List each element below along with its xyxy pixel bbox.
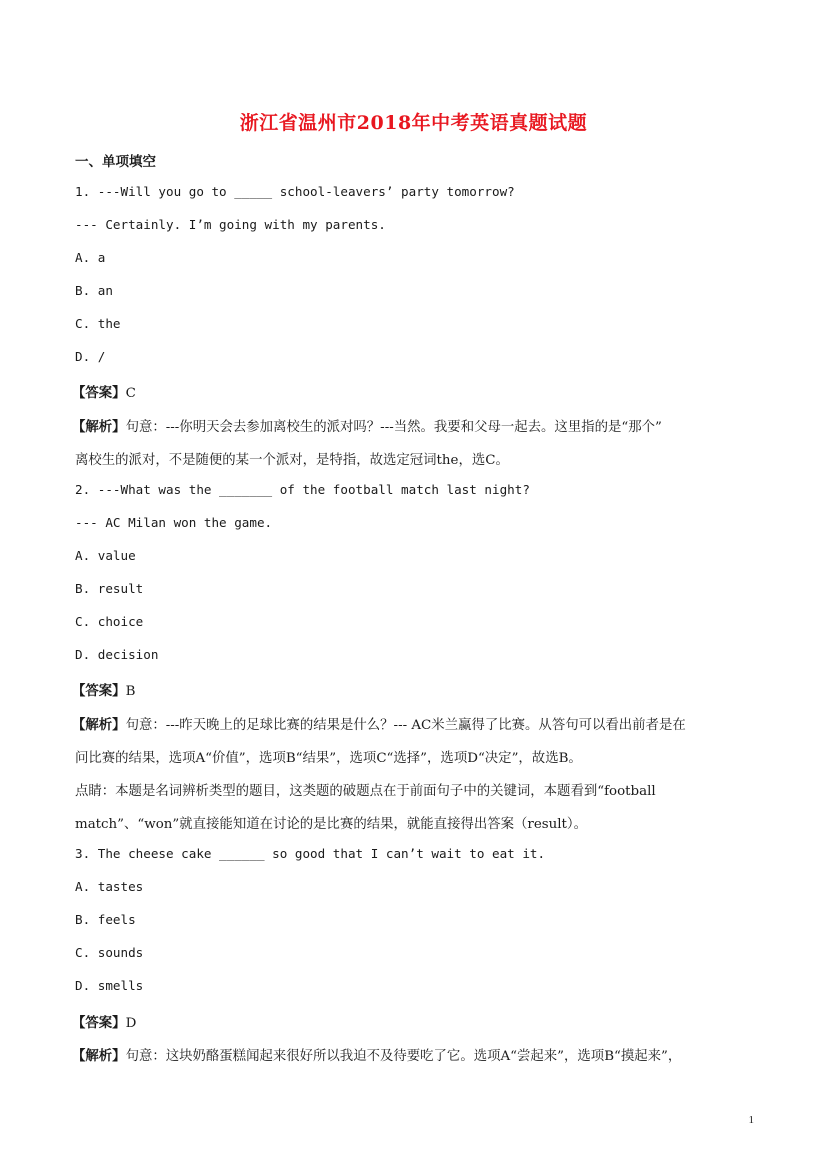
answer-value: D — [125, 1016, 137, 1031]
question-2-stem: 2. ---What was the _______ of the football match last night? — [75, 482, 530, 497]
question-1-option-d: D. / — [75, 349, 106, 364]
question-1-option-c: C. the — [75, 316, 121, 331]
question-1-analysis-line-2: 离校生的派对，不是随便的某一个派对，是特指，故选定冠词the，选C。 — [75, 453, 509, 468]
analysis-label: 【解析】 — [72, 419, 126, 435]
question-2-option-d: D. decision — [75, 647, 159, 662]
question-2-option-a: A. value — [75, 548, 136, 563]
question-1-answer — [72, 382, 136, 401]
answer-label: 【答案】 — [72, 1015, 126, 1031]
question-2-comment-line-1: 点睛：本题是名词辨析类型的题目，这类题的破题点在于前面句子中的关键词，本题看到“football — [75, 784, 656, 799]
analysis-label: 【解析】 — [72, 1048, 126, 1064]
question-3-analysis-line-1 — [72, 1045, 681, 1064]
question-3-option-c: C. sounds — [75, 945, 144, 960]
question-2-option-b: B. result — [75, 581, 144, 596]
answer-label: 【答案】 — [72, 683, 126, 699]
page-number: 1 — [748, 1114, 754, 1126]
question-1-stem: 1. ---Will you go to _____ school-leavers’ party tomorrow? — [75, 184, 515, 199]
answer-value: C — [125, 386, 136, 401]
analysis-text: 句意：这块奶酪蛋糕闻起来很好所以我迫不及待要吃了它。选项A“尝起来”，选项B“摸起来”， — [125, 1049, 682, 1064]
question-3-option-a: A. tastes — [75, 879, 144, 894]
question-2-option-c: C. choice — [75, 614, 144, 629]
section-heading: 一、单项填空 — [75, 154, 156, 170]
question-2-reply: --- AC Milan won the game. — [75, 515, 273, 530]
question-1-reply: --- Certainly. I’m going with my parents. — [75, 217, 386, 232]
question-3-option-b: B. feels — [75, 912, 136, 927]
analysis-text: 句意：---你明天会去参加离校生的派对吗？---当然。我要和父母一起去。这里指的是“那个” — [125, 420, 662, 435]
answer-label: 【答案】 — [72, 385, 126, 401]
question-2-comment-line-2: match”、“won”就直接能知道在讨论的是比赛的结果，就能直接得出答案（result）。 — [75, 817, 587, 832]
analysis-text: 句意：---昨天晚上的足球比赛的结果是什么？--- AC米兰赢得了比赛。从答句可以看出前者是在 — [125, 718, 686, 733]
answer-value: B — [125, 684, 136, 699]
question-2-analysis-line-2: 问比赛的结果，选项A“价值”，选项B“结果”，选项C“选择”，选项D“决定”，故选B。 — [75, 751, 582, 766]
question-3-option-d: D. smells — [75, 978, 144, 993]
question-3-stem: 3. The cheese cake ______ so good that I can’t wait to eat it. — [75, 846, 546, 861]
question-2-analysis-line-1 — [72, 714, 686, 733]
page-title: 浙江省温州市2018年中考英语真题试题 — [239, 112, 588, 134]
question-2-answer — [72, 680, 135, 699]
question-3-answer — [72, 1012, 136, 1031]
question-1-analysis-line-1 — [72, 416, 662, 435]
question-1-option-a: A. a — [75, 250, 106, 265]
question-1-option-b: B. an — [75, 283, 113, 298]
analysis-label: 【解析】 — [72, 717, 126, 733]
